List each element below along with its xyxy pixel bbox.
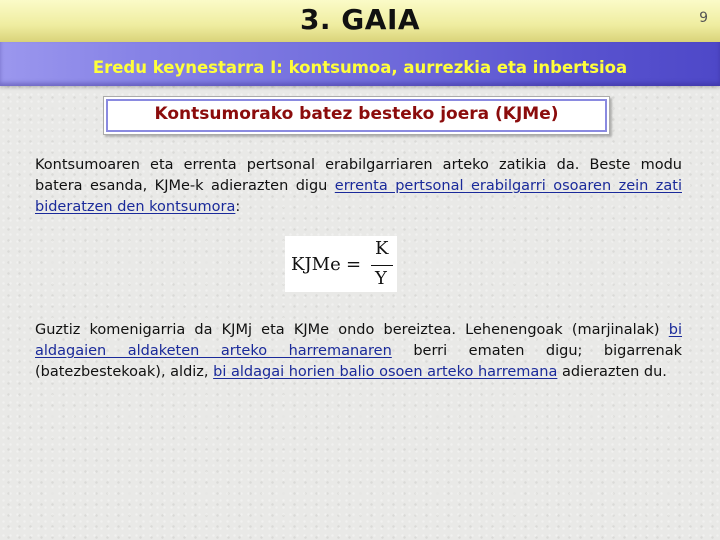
paragraph-text: Guztiz komenigarria da KJMj eta KJMe ondo bereiztea. Lehenengoak (marjinalak) xyxy=(35,322,669,338)
paragraph-text: adierazten du. xyxy=(557,364,667,380)
paragraph-text: Kontsumoaren eta errenta pertsonal erabilgarriaren arteko zatikia da. Beste modu batera esanda, KJMe-k adierazten digu xyxy=(35,157,682,194)
highlighted-phrase: bi aldagaien aldaketen arteko harremanaren xyxy=(35,322,682,359)
formula-numerator: K xyxy=(375,238,389,259)
paragraph-text: : xyxy=(235,199,241,215)
fraction-bar xyxy=(371,265,393,266)
section-heading: Kontsumorako batez besteko joera (KJMe) xyxy=(154,104,559,124)
definition-paragraph xyxy=(35,155,682,218)
highlighted-phrase: errenta pertsonal erabilgarri osoaren zein zati bideratzen den kontsumora xyxy=(35,178,682,215)
slide-title: 3. GAIA xyxy=(299,3,421,36)
comparison-paragraph xyxy=(35,320,682,383)
paragraph-text: berri ematen digu; bigarrenak (batezbestekoak), aldiz, xyxy=(35,343,683,380)
page-number: 9 xyxy=(699,10,708,26)
formula-denominator: Y xyxy=(375,268,387,289)
formula-equals: = xyxy=(346,254,362,275)
highlighted-phrase: bi aldagai horien balio osoen arteko harremana xyxy=(213,364,558,380)
formula xyxy=(285,236,397,292)
slide-subtitle: Eredu keynestarra I: kontsumoa, aurrezkia eta inbertsioa xyxy=(92,58,628,77)
formula-lhs: KJMe xyxy=(291,254,341,275)
